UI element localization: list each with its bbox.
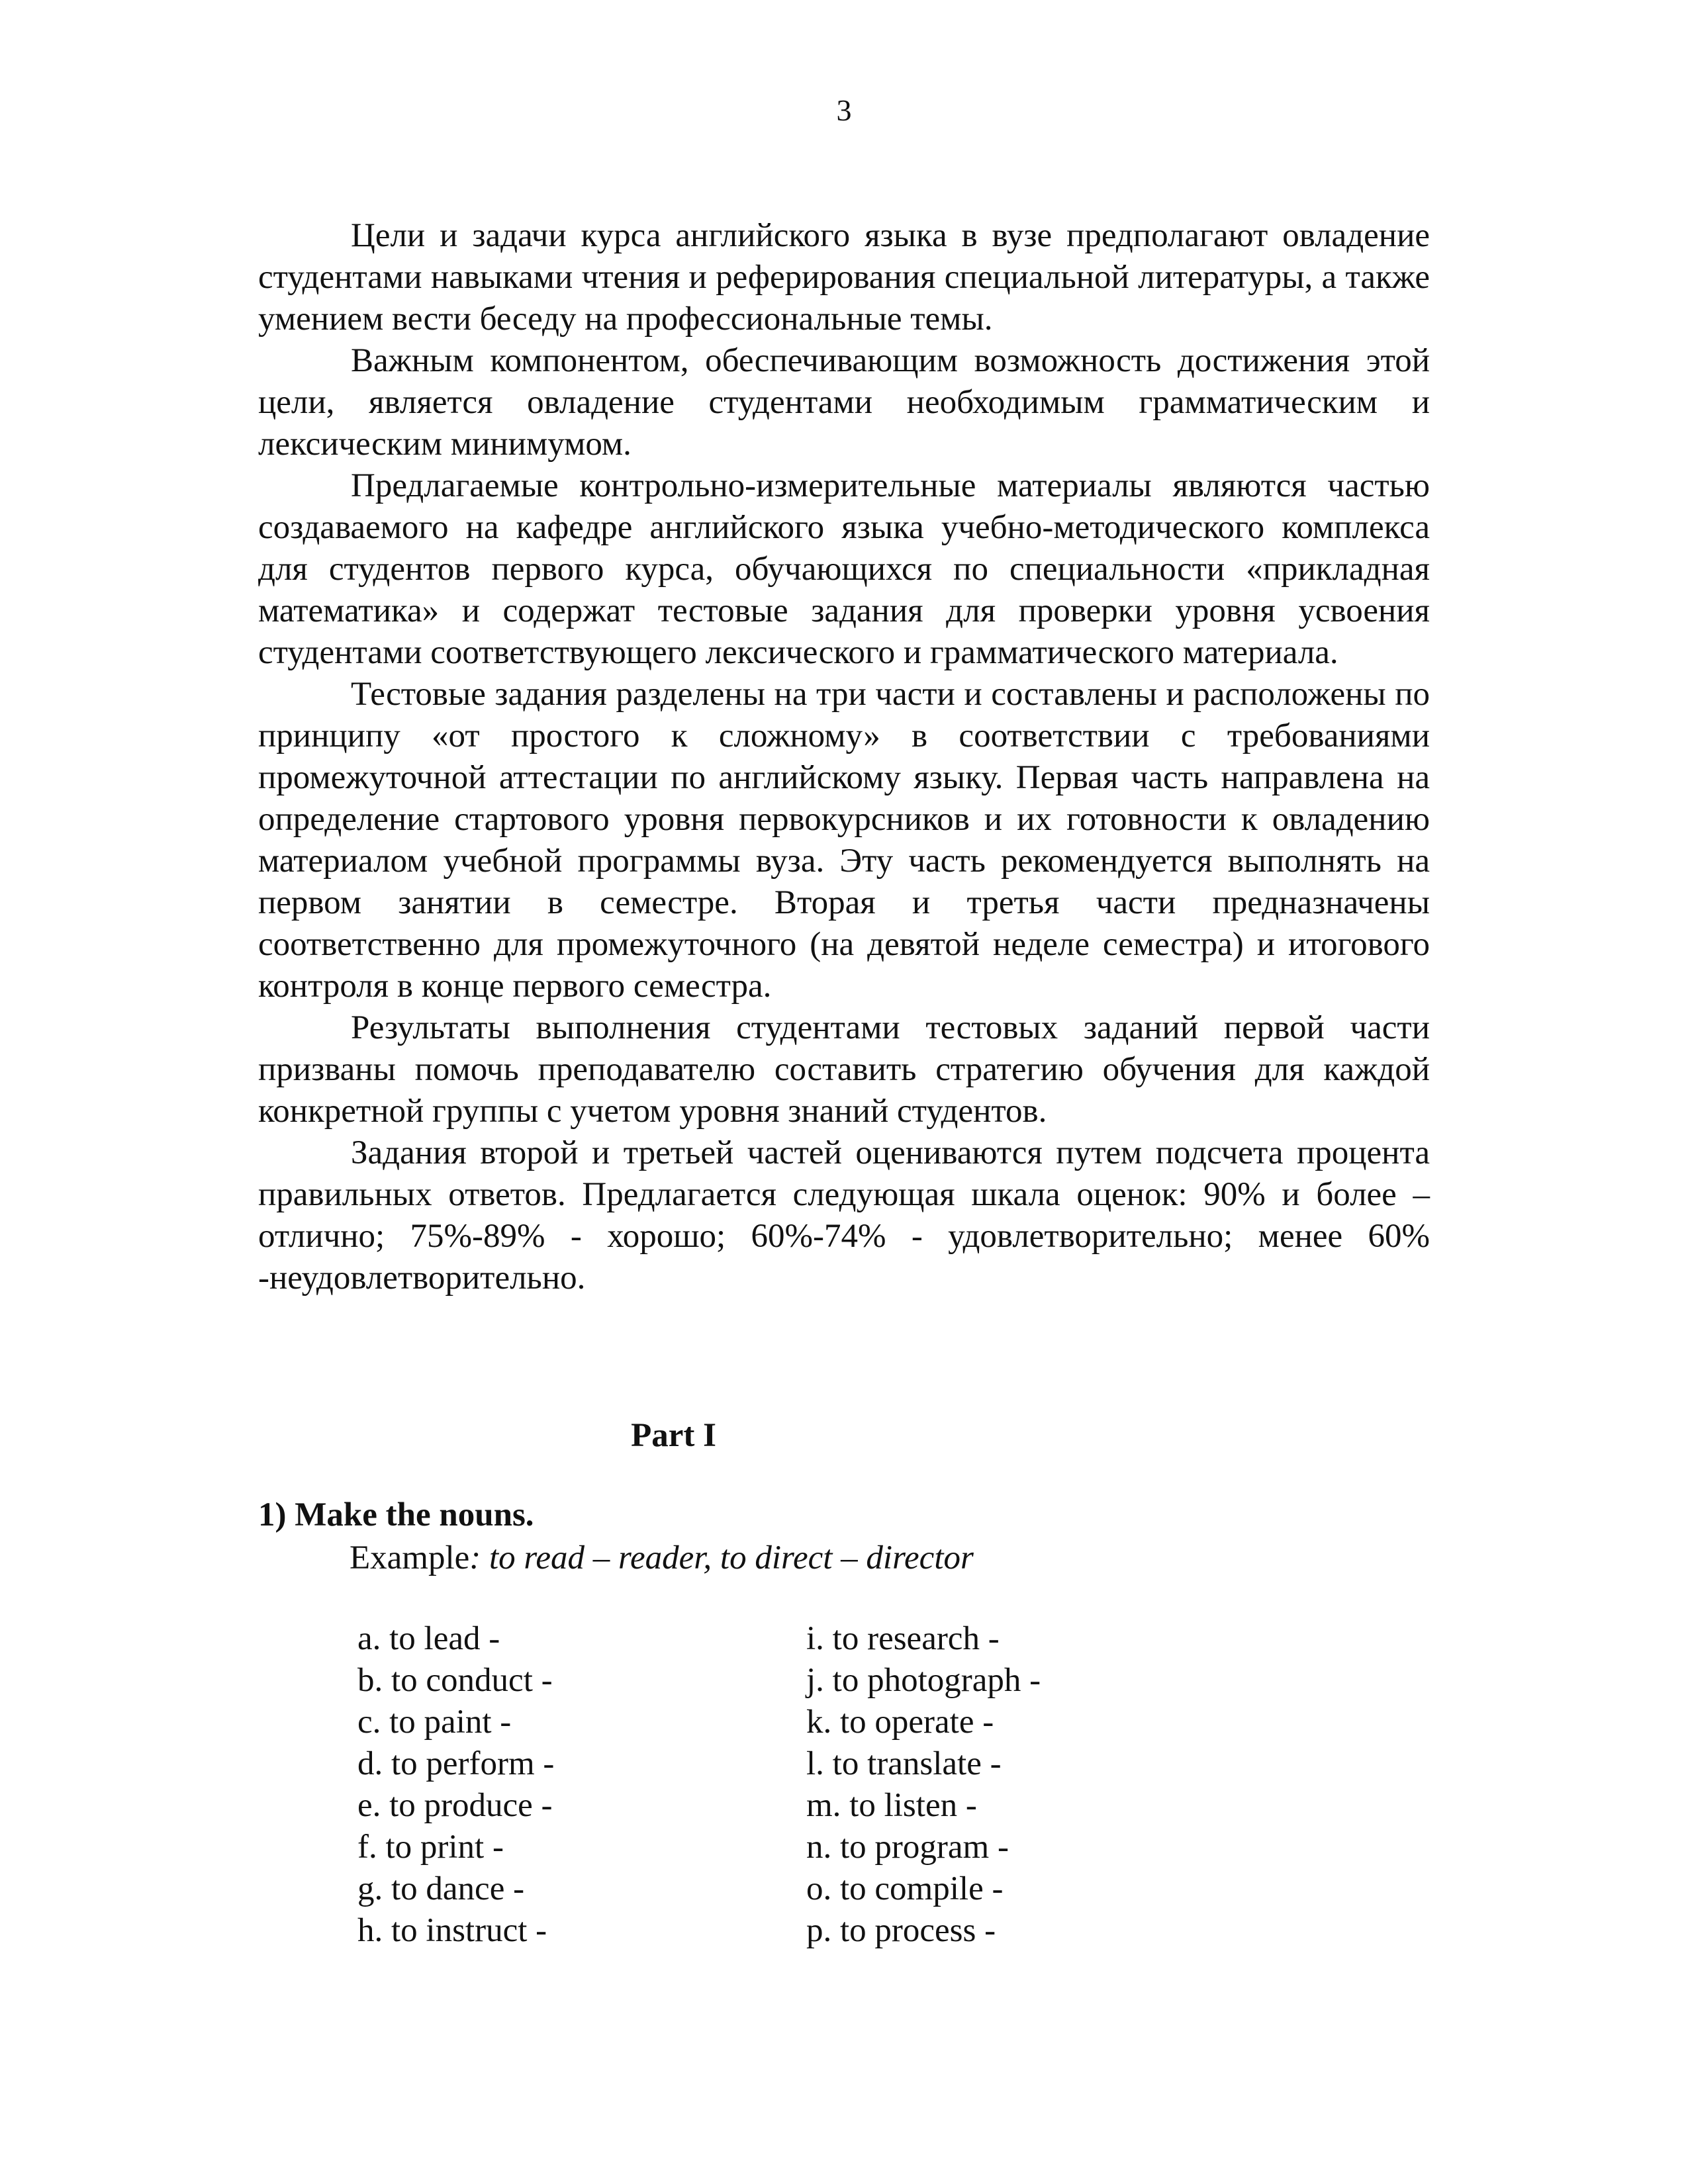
list-item: d. to perform - — [357, 1745, 555, 1782]
list-item: l. to translate - — [806, 1745, 1002, 1782]
intro-paragraph: Тестовые задания разделены на три части и составлены и расположены по принципу «от простого к сложному» в соответствии с требованиями промежуточной аттестации по английскому языку. Первая часть направлена на определение стартового уровня первокурсников и их готовности к овладению материалом учебной программы вуза. Эту часть рекомендуется выполнять на первом занятии в семестре. Вторая и третья части предназначены соответственно для промежуточного (на девятой неделе семестра) и итогового контроля в конце первого семестра. — [258, 676, 1430, 1005]
intro-paragraph: Важным компонентом, обеспечивающим возможность достижения этой цели, является овладение студентами необходимым грамматическим и лексическим минимумом. — [258, 342, 1430, 463]
list-item: e. to produce - — [357, 1787, 553, 1824]
example-label: Example — [350, 1539, 470, 1576]
part-title: Part I — [631, 1417, 716, 1454]
intro-paragraph: Результаты выполнения студентами тестовых заданий первой части призваны помочь преподавателю составить стратегию обучения для каждой конкретной группы с учетом уровня знаний студентов. — [258, 1009, 1430, 1130]
intro-text — [258, 215, 1430, 1299]
list-item: g. to dance - — [357, 1870, 525, 1907]
list-item: j. to photograph - — [806, 1662, 1041, 1699]
list-item: m. to listen - — [806, 1787, 977, 1824]
word-list-right — [806, 1618, 1041, 1952]
task-title: 1) Make the nouns. — [258, 1496, 534, 1533]
example-text: : to read – reader, to direct – director — [469, 1539, 974, 1576]
list-item: c. to paint - — [357, 1704, 512, 1741]
list-item: b. to conduct - — [357, 1662, 553, 1699]
list-item: i. to research - — [806, 1620, 1000, 1657]
page-number: 3 — [836, 93, 852, 127]
word-list-left — [357, 1618, 554, 1952]
list-item: o. to compile - — [806, 1870, 1004, 1907]
list-item: k. to operate - — [806, 1704, 994, 1741]
intro-paragraph: Предлагаемые контрольно-измерительные материалы являются частью создаваемого на кафедре английского языка учебно-методического комплекса для студентов первого курса, обучающихся по специальности «прикладная математика» и содержат тестовые задания для проверки уровня усвоения студентами соответствующего лексического и грамматического материала. — [258, 467, 1430, 671]
list-item: f. to print - — [357, 1829, 504, 1866]
intro-paragraph: Цели и задачи курса английского языка в вузе предполагают овладение студентами навыками чтения и реферирования специальной литературы, а также умением вести беседу на профессиональные темы. — [258, 217, 1430, 338]
list-item: h. to instruct - — [357, 1912, 547, 1949]
example-line — [350, 1539, 974, 1577]
list-item: a. to lead - — [357, 1620, 500, 1657]
list-item: p. to process - — [806, 1912, 996, 1949]
intro-paragraph: Задания второй и третьей частей оцениваются путем подсчета процента правильных ответов. Предлагается следующая шкала оценок: 90% и более – отлично; 75%-89% - хорошо; 60%-74% - удовлетворительно; менее 60% -неудовлетворительно. — [258, 1134, 1430, 1297]
list-item: n. to program - — [806, 1829, 1009, 1866]
